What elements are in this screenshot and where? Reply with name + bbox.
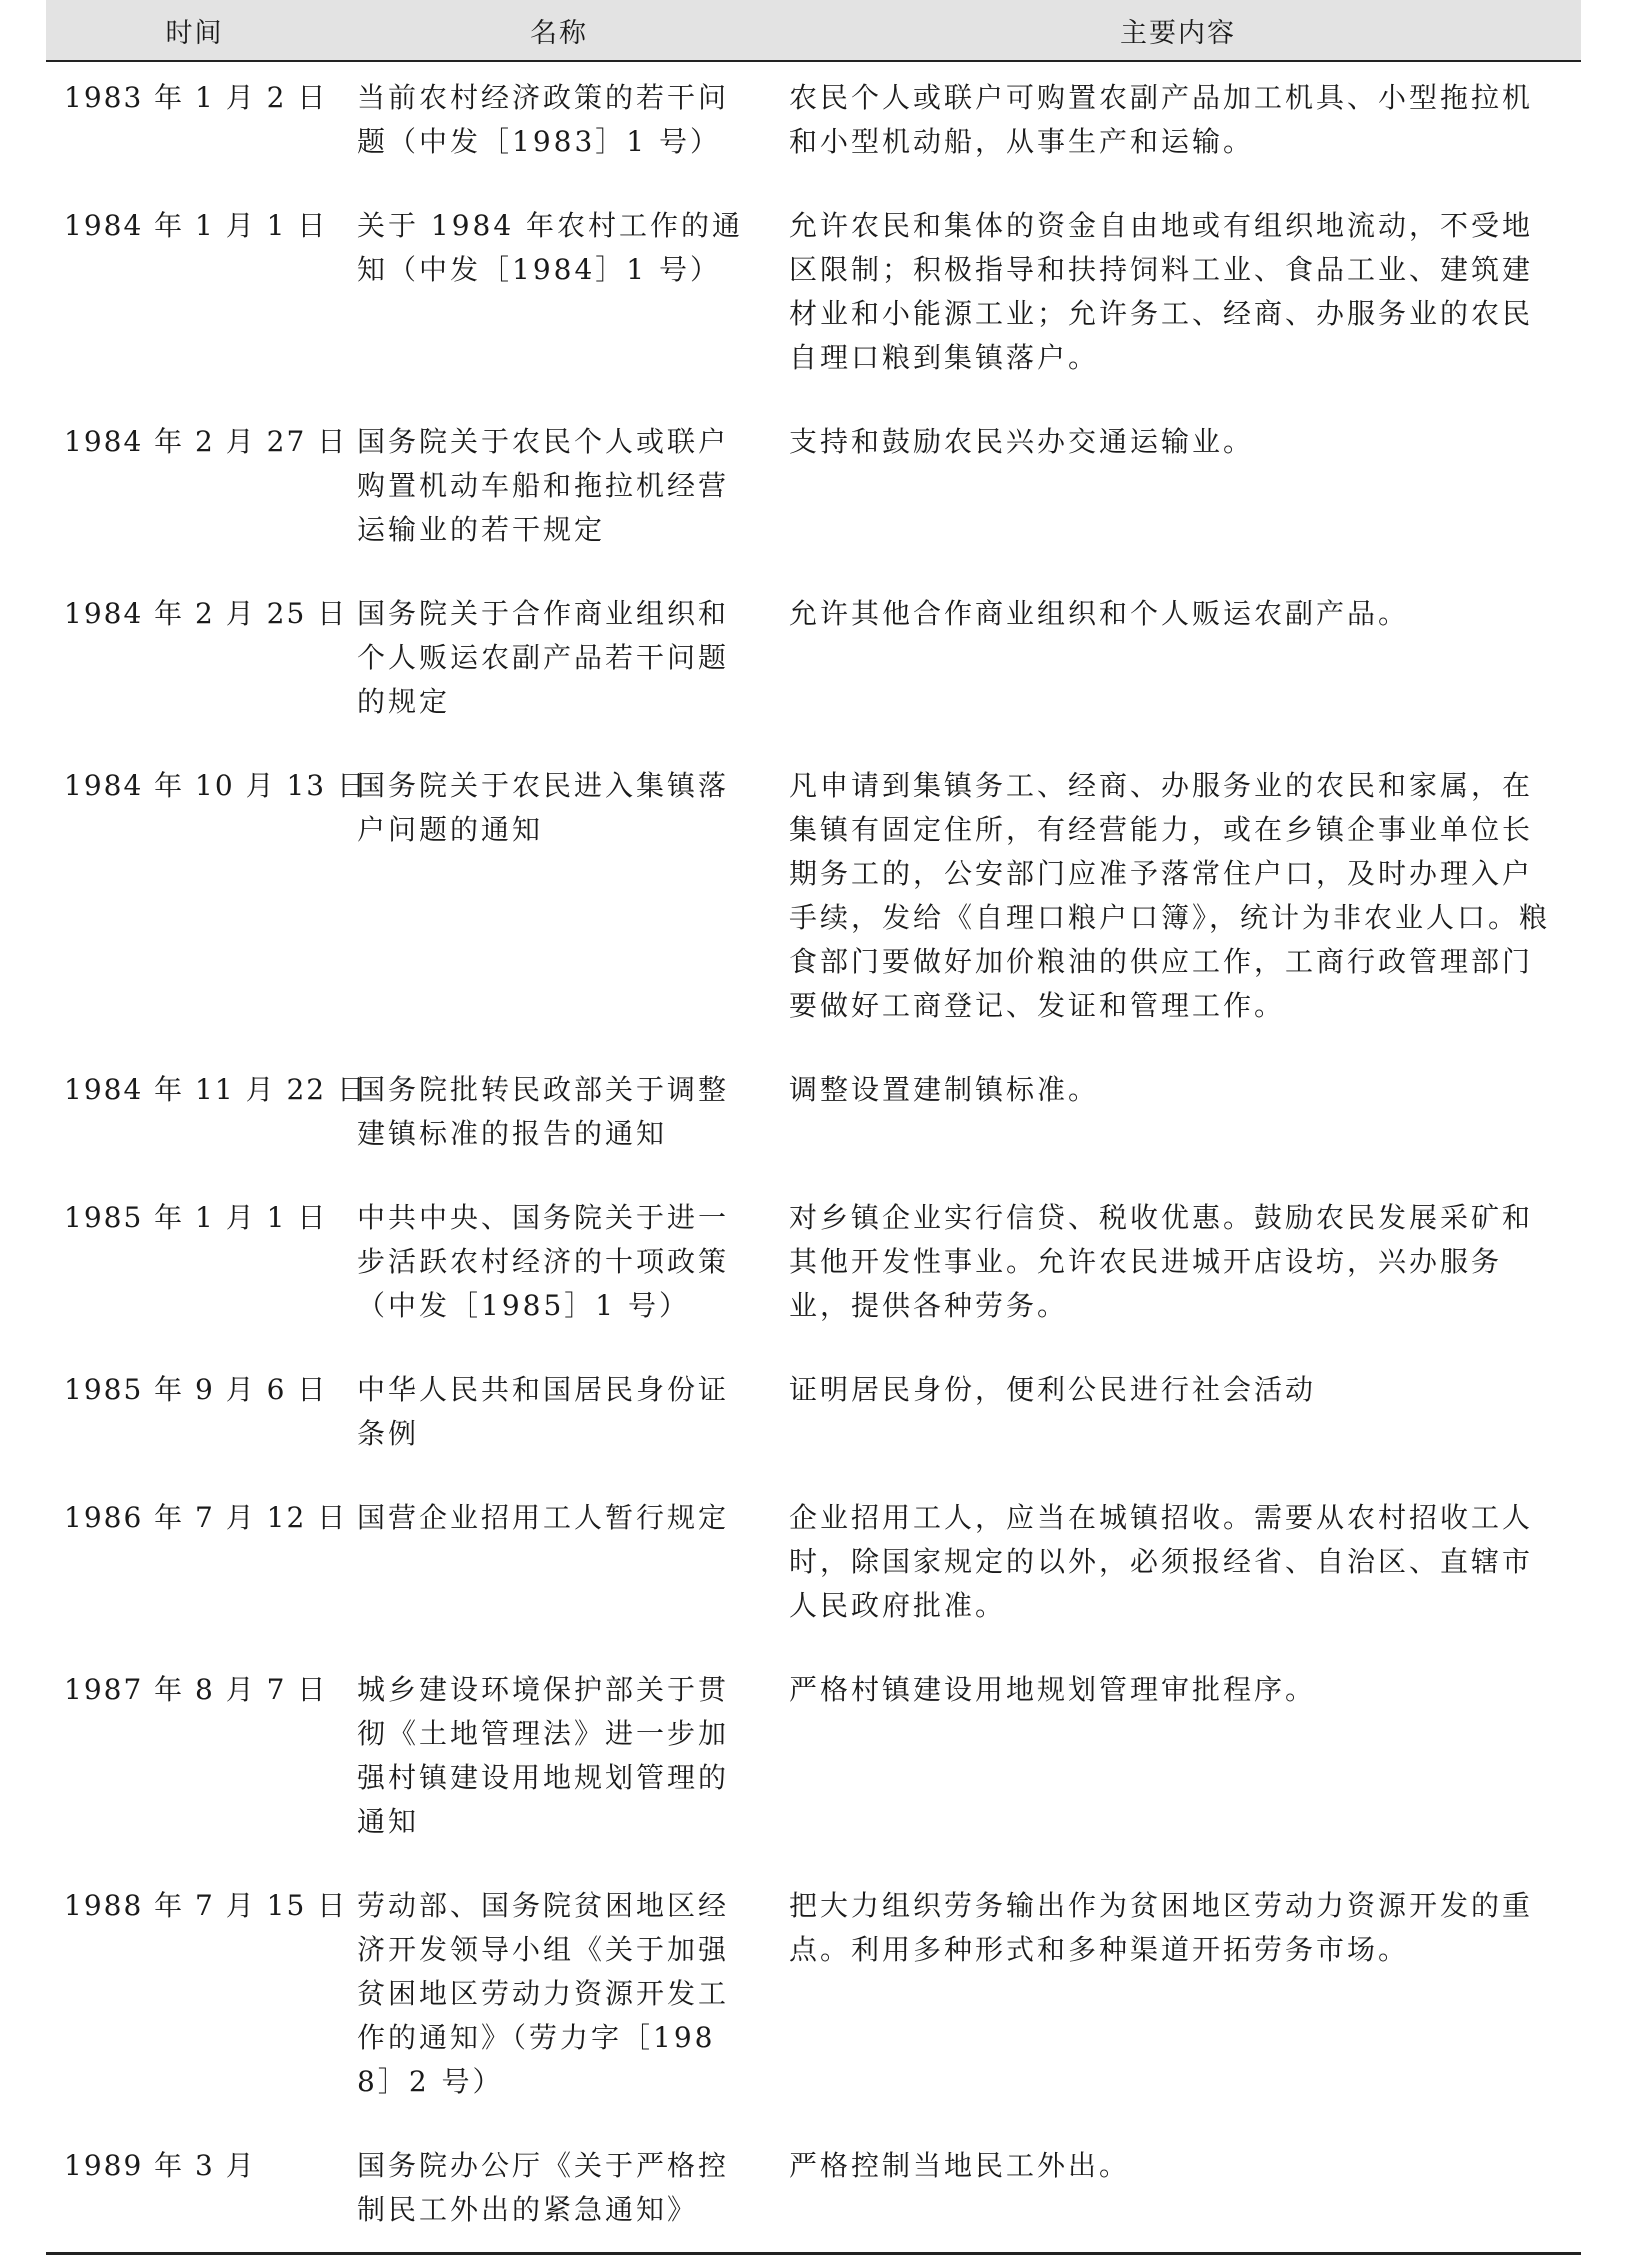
cell-name: 当前农村经济政策的若干问题（中发［1983］1 号） [357, 81, 730, 158]
table-row [46, 1870, 1581, 2130]
policy-table-container [46, 0, 1581, 2255]
header-content: 主要内容 [775, 0, 1581, 61]
header-name: 名称 [343, 0, 775, 61]
policy-table [46, 0, 1581, 2255]
cell-content: 调整设置建制镇标准。 [789, 1073, 1100, 1106]
header-date: 时间 [46, 0, 343, 61]
cell-date: 1985 年 9 月 6 日 [64, 1373, 328, 1406]
cell-name: 国务院关于农民进入集镇落户问题的通知 [357, 769, 730, 846]
cell-name: 中华人民共和国居民身份证条例 [357, 1373, 730, 1450]
cell-date: 1989 年 3 月 [46, 2130, 343, 2254]
cell-content: 凡申请到集镇务工、经商、办服务业的农民和家属，在集镇有固定住所，有经营能力，或在乡镇企事业单位长期务工的，公安部门应准予落常住户口，及时办理入户手续，发给《自理口粮户口簿》，统计为非农业人口。粮食部门要做好加价粮油的供应工作，工商行政管理部门要做好工商登记、发证和管理工作。 [789, 769, 1551, 1022]
cell-content: 严格村镇建设用地规划管理审批程序。 [789, 1673, 1317, 1706]
cell-date: 1986 年 7 月 12 日 [64, 1501, 348, 1534]
table-row [46, 1054, 1581, 1182]
cell-name: 国务院办公厅《关于严格控制民工外出的紧急通知》 [343, 2130, 775, 2254]
cell-date: 1983 年 1 月 2 日 [64, 81, 328, 114]
table-row [46, 750, 1581, 1054]
cell-content: 把大力组织劳务输出作为贫困地区劳动力资源开发的重点。利用多种形式和多种渠道开拓劳务市场。 [789, 1889, 1534, 1966]
table-row [46, 61, 1581, 190]
cell-content: 证明居民身份，便利公民进行社会活动 [789, 1373, 1317, 1406]
cell-name: 国务院关于农民个人或联户购置机动车船和拖拉机经营运输业的若干规定 [357, 425, 730, 546]
cell-content: 允许农民和集体的资金自由地或有组织地流动，不受地区限制；积极指导和扶持饲料工业、食品工业、建筑建材业和小能源工业；允许务工、经商、办服务业的农民自理口粮到集镇落户。 [789, 209, 1534, 374]
cell-name: 国务院批转民政部关于调整建镇标准的报告的通知 [357, 1073, 730, 1150]
cell-content: 允许其他合作商业组织和个人贩运农副产品。 [789, 597, 1410, 630]
cell-date: 1984 年 2 月 27 日 [64, 425, 348, 458]
table-row [46, 1354, 1581, 1482]
table-row [46, 578, 1581, 750]
table-row [46, 1654, 1581, 1870]
cell-content: 支持和鼓励农民兴办交通运输业。 [789, 425, 1255, 458]
cell-date: 1984 年 10 月 13 日 [64, 769, 368, 802]
header-row [46, 0, 1581, 61]
cell-date: 1985 年 1 月 1 日 [64, 1201, 328, 1234]
cell-content: 对乡镇企业实行信贷、税收优惠。鼓励农民发展采矿和其他开发性事业。允许农民进城开店设坊，兴办服务业，提供各种劳务。 [789, 1201, 1534, 1322]
cell-name: 劳动部、国务院贫困地区经济开发领导小组《关于加强贫困地区劳动力资源开发工作的通知》（劳力字［1988］2 号） [357, 1889, 730, 2098]
cell-name: 国营企业招用工人暂行规定 [357, 1501, 730, 1534]
cell-content: 严格控制当地民工外出。 [775, 2130, 1581, 2254]
table-row [46, 1182, 1581, 1354]
cell-date: 1984 年 2 月 25 日 [64, 597, 348, 630]
cell-date: 1984 年 11 月 22 日 [64, 1073, 368, 1106]
table-row [46, 190, 1581, 406]
cell-date: 1987 年 8 月 7 日 [64, 1673, 328, 1706]
table-body [46, 61, 1581, 2254]
table-header [46, 0, 1581, 61]
table-row [46, 406, 1581, 578]
cell-name: 关于 1984 年农村工作的通知（中发［1984］1 号） [357, 209, 744, 286]
table-row [46, 1482, 1581, 1654]
cell-date: 1988 年 7 月 15 日 [64, 1889, 348, 1922]
cell-date: 1984 年 1 月 1 日 [64, 209, 328, 242]
cell-name: 城乡建设环境保护部关于贯彻《土地管理法》进一步加强村镇建设用地规划管理的通知 [357, 1673, 730, 1838]
table-row [46, 2130, 1581, 2254]
cell-name: 中共中央、国务院关于进一步活跃农村经济的十项政策（中发［1985］1 号） [357, 1201, 730, 1322]
cell-name: 国务院关于合作商业组织和个人贩运农副产品若干问题的规定 [357, 597, 730, 718]
cell-content: 企业招用工人，应当在城镇招收。需要从农村招收工人时，除国家规定的以外，必须报经省、自治区、直辖市人民政府批准。 [789, 1501, 1534, 1622]
cell-content: 农民个人或联户可购置农副产品加工机具、小型拖拉机和小型机动船，从事生产和运输。 [789, 81, 1534, 158]
